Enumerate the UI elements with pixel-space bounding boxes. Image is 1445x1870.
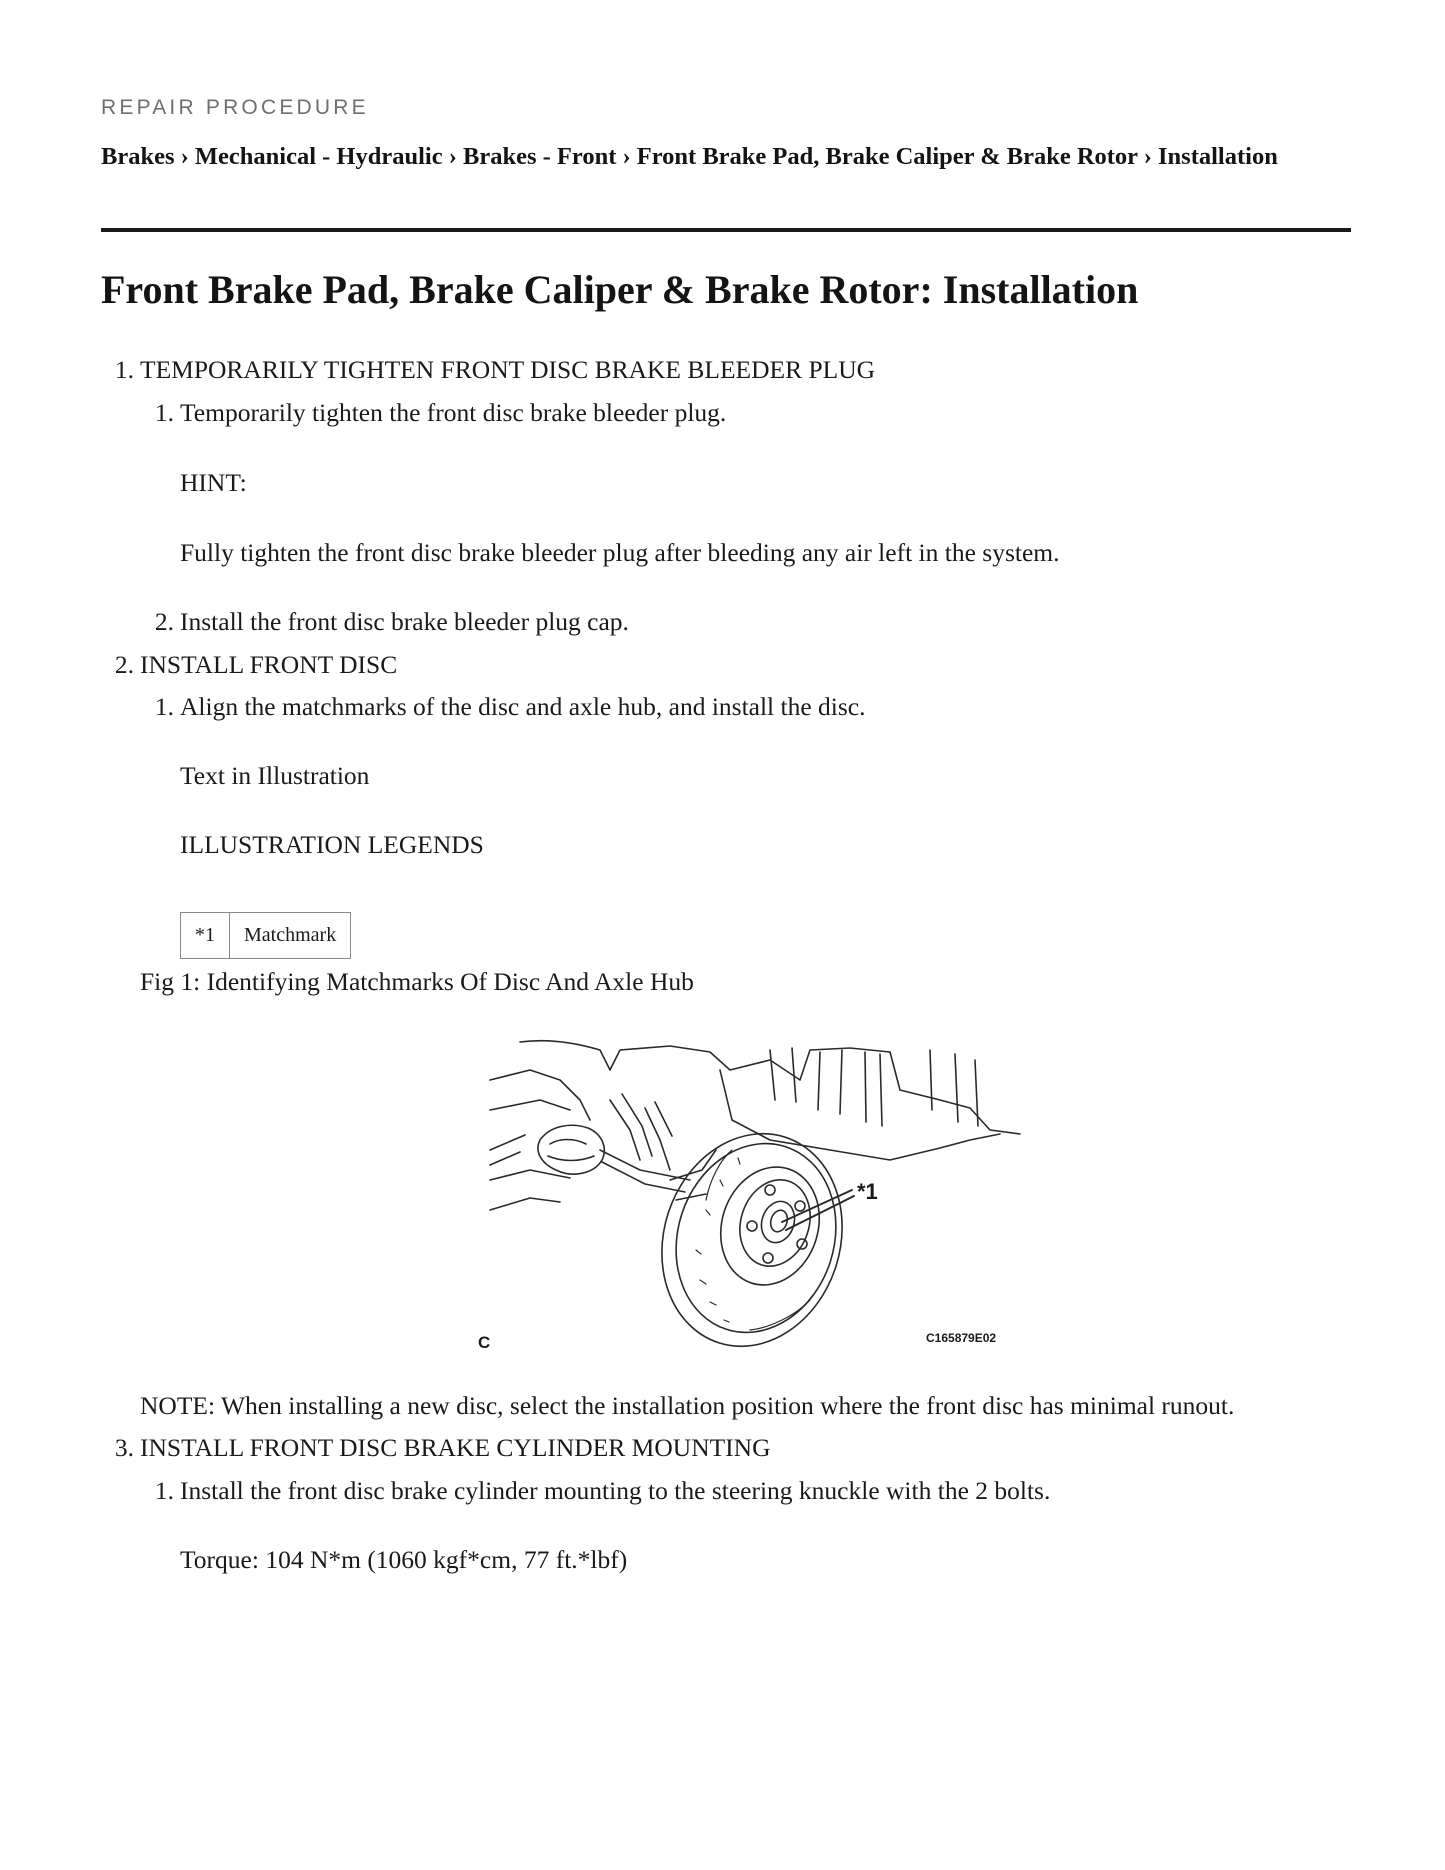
step-1-2-text: Install the front disc brake bleeder plug cap. [180,607,629,636]
step-2-1-text: Align the matchmarks of the disc and axle hub, and install the disc. [180,692,866,721]
hint-label: HINT: [180,468,247,497]
legend-label: Matchmark [230,913,351,959]
step-3-1-number: 1. [154,1476,174,1505]
figure-callout-label: *1 [857,1179,878,1204]
matchmark-illustration [470,1030,1030,1360]
legend-key: *1 [181,913,230,959]
step-2-note: NOTE: When installing a new disc, select the installation position where the front disc has minimal runout. [140,1391,1235,1420]
section-kicker: REPAIR PROCEDURE [101,96,369,119]
step-2-1-number: 1. [154,692,174,721]
legend-row [181,913,351,959]
page-title: Front Brake Pad, Brake Caliper & Brake Rotor: Installation [101,267,1139,312]
breadcrumb: Brakes › Mechanical - Hydraulic › Brakes - Front › Front Brake Pad, Brake Caliper & Brake Rotor › Installation [101,143,1278,170]
step-1-heading: TEMPORARILY TIGHTEN FRONT DISC BRAKE BLEEDER PLUG [140,355,876,384]
step-2-heading: INSTALL FRONT DISC [140,650,398,679]
disc-hub-drawing [470,1030,1030,1360]
header-divider [101,228,1351,232]
illustration-legend-table [180,912,351,959]
step-1-1-number: 1. [154,398,174,427]
figure-corner-mark: C [478,1333,491,1352]
hint-text: Fully tighten the front disc brake bleeder plug after bleeding any air left in the system. [180,538,1060,567]
step-2-number: 2. [114,650,134,679]
step-3-1-text: Install the front disc brake cylinder mounting to the steering knuckle with the 2 bolts. [180,1476,1051,1505]
illustration-legends-heading: ILLUSTRATION LEGENDS [180,830,484,859]
text-in-illustration-label: Text in Illustration [180,761,370,790]
figure-image-code: C165879E02 [926,1331,997,1345]
step-1-number: 1. [114,355,134,384]
step-3-heading: INSTALL FRONT DISC BRAKE CYLINDER MOUNTING [140,1433,771,1462]
step-1-2-number: 2. [154,607,174,636]
torque-spec: Torque: 104 N*m (1060 kgf*cm, 77 ft.*lbf) [180,1545,628,1574]
figure-caption: Fig 1: Identifying Matchmarks Of Disc And Axle Hub [140,967,694,996]
step-1-1-text: Temporarily tighten the front disc brake bleeder plug. [180,398,727,427]
step-3-number: 3. [114,1433,134,1462]
